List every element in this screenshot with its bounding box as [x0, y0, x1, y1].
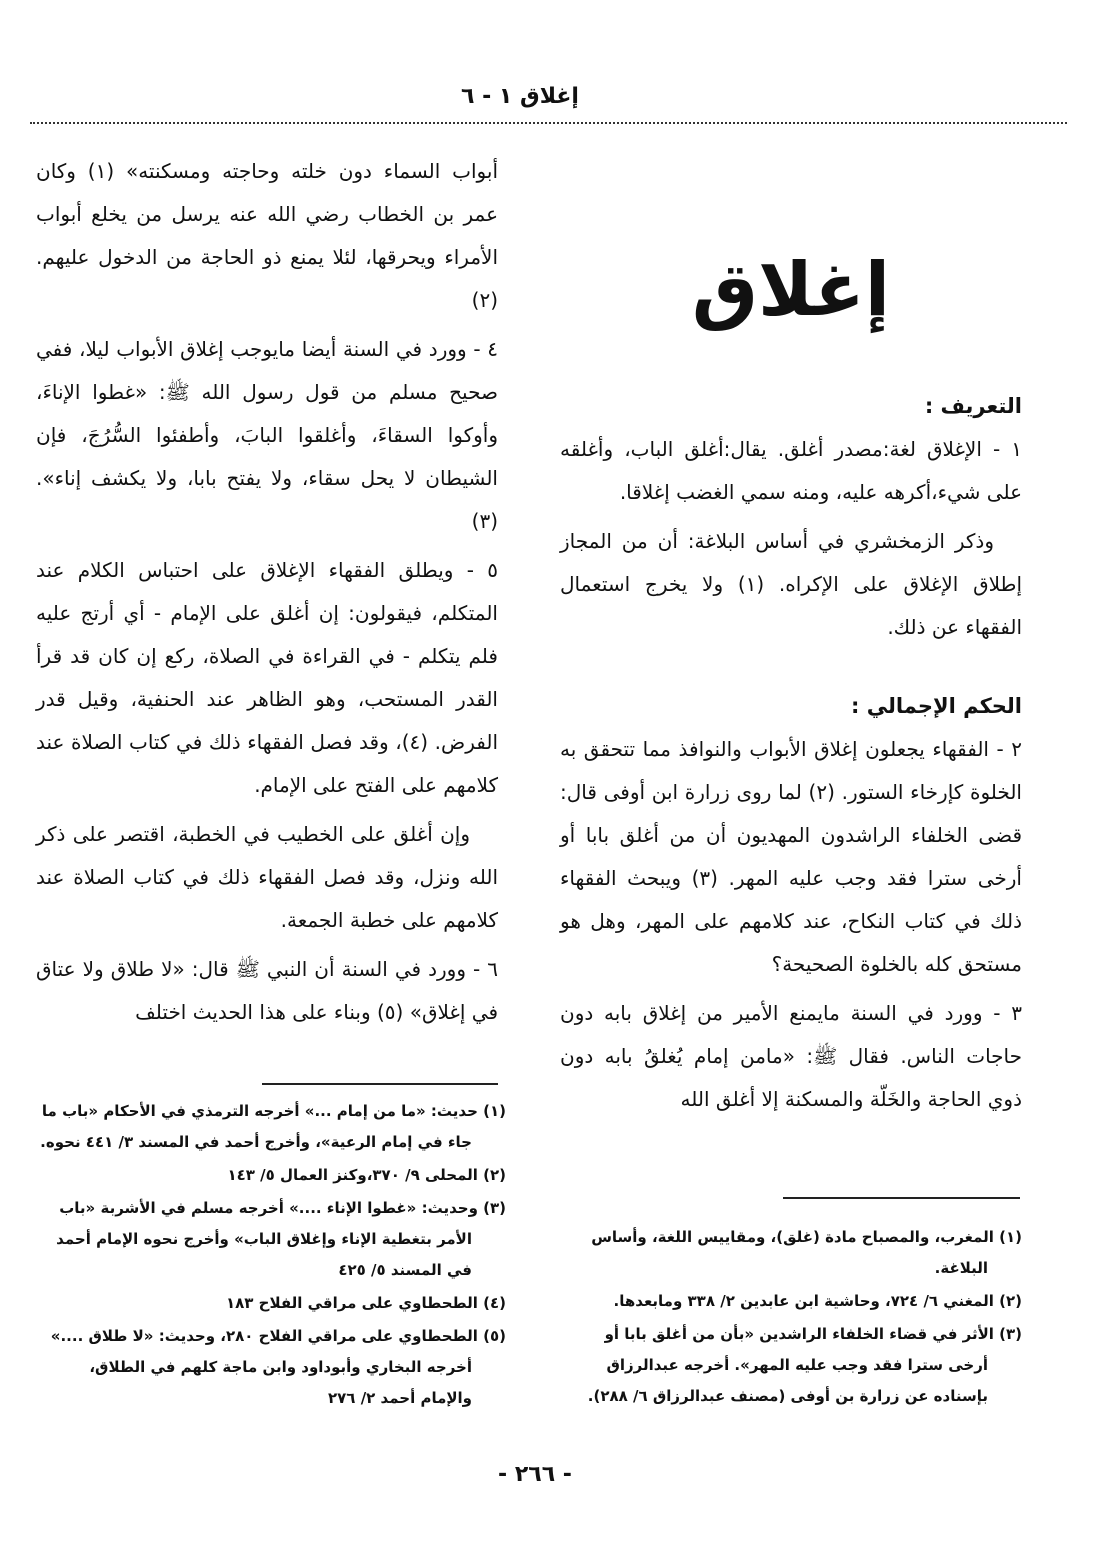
footnote: (٣) الأثر في قضاء الخلفاء الراشدين «بأن من أغلق بابا أو أرخى سترا فقد وجب عليه المهر». أخرجه عبدالرزاق بإسناده عن زرارة بن أوفى (مصنف عبدالرزاق ٦/ ٢٨٨).: [587, 1325, 1022, 1405]
paragraph: ٦ - وورد في السنة أن النبي ﷺ قال: «لا طلاق ولا عتاق في إغلاق» (٥) وبناء على هذا الحديث اختلف: [36, 957, 498, 1024]
definition-heading: التعريف :: [924, 394, 1022, 418]
footnote: (٥) الطحطاوي على مراقي الفلاح ٢٨٠، وحديث: «لا طلاق ....» أخرجه البخاري وأبوداود وابن ماجة كلهم في الطلاق، والإمام أحمد ٢/ ٢٧٦: [50, 1327, 506, 1407]
footnote-divider: [262, 1083, 498, 1085]
footnote: (٤) الطحطاوي على مراقي الفلاح ١٨٣: [225, 1294, 506, 1312]
paragraph: ٣ - وورد في السنة مايمنع الأمير من إغلاق بابه دون حاجات الناس. فقال ﷺ: «مامن إمام يُغلقُ بابه دون ذوي الحاجة والخَلّة والمسكنة إلا أغلق الله: [560, 1001, 1022, 1111]
paragraph: وذكر الزمخشري في أساس البلاغة: أن من المجاز إطلاق الإغلاق على الإكراه. (١) ولا يخرج استعمال الفقهاء عن ذلك.: [560, 529, 1023, 639]
footnote-divider: [783, 1197, 1020, 1199]
paragraph: ١ - الإغلاق لغة:مصدر أغلق. يقال:أغلق الباب، وأغلقه على شيء،أكرهه عليه، ومنه سمي الغضب إغلاقا.: [560, 437, 1022, 504]
footnote: (١) المغرب، والمصباح مادة (غلق)، ومقاييس اللغة، وأساس البلاغة.: [591, 1228, 1022, 1277]
footnote: (١) حديث: «ما من إمام ...» أخرجه الترمذي في الأحكام «باب ما جاء في إمام الرعية»، وأخرج أحمد في المسند ٣/ ٤٤١ نحوه.: [40, 1102, 506, 1151]
ruling-heading: الحكم الإجمالي :: [851, 694, 1022, 718]
running-header: إغلاق ١ - ٦: [461, 84, 579, 109]
left-column: [36, 150, 498, 1040]
header-divider: [30, 122, 1067, 124]
article-title: إغلاق: [691, 247, 891, 333]
right-column: [560, 150, 1022, 1127]
paragraph: ٢ - الفقهاء يجعلون إغلاق الأبواب والنوافذ مما تتحقق به الخلوة كإرخاء الستور. (٢) لما روى زرارة ابن أوفى قال: قضى الخلفاء الراشدون المهديون أن من أغلق بابا أو أرخى سترا فقد وجب عليه المهر. (٣) ويبحث الفقهاء ذلك في كتاب النكاح، عند كلامهم على المهر، وهل هو مستحق كله بالخلوة الصحيحة؟: [560, 737, 1022, 976]
page-number: - ٢٦٦ -: [498, 1462, 572, 1487]
footnotes-right: [560, 1222, 1022, 1414]
paragraph: ٤ - وورد في السنة أيضا مايوجب إغلاق الأبواب ليلا، ففي صحيح مسلم من قول رسول الله ﷺ: «غطوا الإناءَ، وأوكوا السقاءَ، وأغلقوا البابَ، وأطفئوا السُّرُجَ، فإن الشيطان لا يحل سقاء، ولا يفتح بابا، ولا يكشف إناء». (٣): [36, 337, 498, 533]
footnote: (٣) وحديث: «غطوا الإناء ....» أخرجه مسلم في الأشربة «باب الأمر بتغطية الإناء وإغلاق الباب» وأخرج نحوه الإمام أحمد في المسند ٥/ ٤٢٥: [56, 1199, 506, 1279]
paragraph: أبواب السماء دون خلته وحاجته ومسكنته» (١) وكان عمر بن الخطاب رضي الله عنه يرسل من يخلع أبواب الأمراء ويحرقها، لئلا يمنع ذو الحاجة من الدخول عليهم. (٢): [36, 159, 499, 312]
footnotes-left: [36, 1096, 506, 1416]
footnote: (٢) المغني ٦/ ٧٢٤، وحاشية ابن عابدين ٢/ ٣٣٨ ومابعدها.: [613, 1292, 1022, 1310]
footnote: (٢) المحلى ٩/ ٣٧٠،وكنز العمال ٥/ ١٤٣: [227, 1166, 506, 1184]
paragraph: ٥ - ويطلق الفقهاء الإغلاق على احتباس الكلام عند المتكلم، فيقولون: إن أغلق على الإمام - أي أرتج عليه فلم يتكلم - في القراءة في الصلاة، ركع إن كان قد قرأ القدر المستحب، وهو الظاهر عند الحنفية، وقيل قدر الفرض. (٤)، وقد فصل الفقهاء ذلك في كتاب الصلاة عند كلامهم على الفتح على الإمام.: [36, 558, 498, 797]
paragraph: وإن أغلق على الخطيب في الخطبة، اقتصر على ذكر الله ونزل، وقد فصل الفقهاء ذلك في كتاب الصلاة عند كلامهم على خطبة الجمعة.: [36, 822, 498, 932]
